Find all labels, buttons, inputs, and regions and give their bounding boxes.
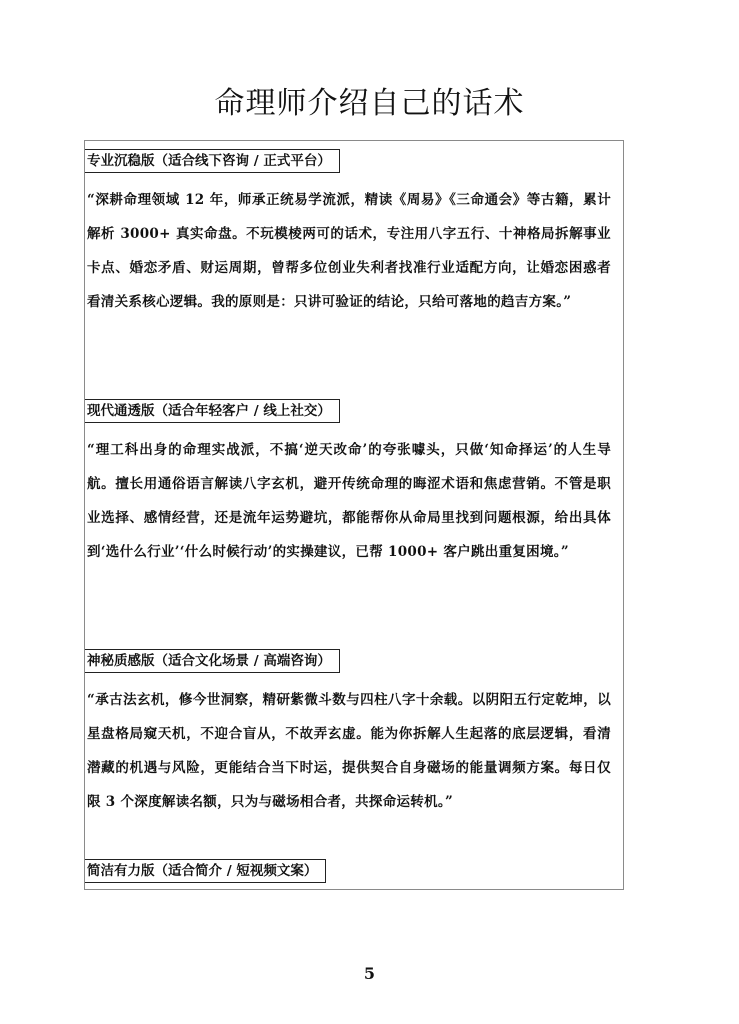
section-body: “理工科出身的命理实战派，不搞‘逆天改命’的夸张噱头，只做‘知命择运’的人生导航。擅长用通俗语言解读八字玄机，避开传统命理的晦涩术语和焦虑营销。不管是职业选择、感情经营，还是流年运势避坑，都能帮你从命局里找到问题根源，给出具体到‘选什么行业’‘什么时候行动’的实操建议，已帮 1000+ 客户跳出重复困境。”	[87, 442, 611, 560]
section-body: “深耕命理领域 12 年，师承正统易学流派，精读《周易》《三命通会》等古籍，累计解析 3000+ 真实命盘。不玩模棱两可的话术，专注用八字五行、十神格局拆解事业卡点、婚恋矛盾、财运周期，曾帮多位创业失利者找准行业适配方向，让婚恋困惑者看清关系核心逻辑。我的原则是：只讲可验证的结论，只给可落地的趋吉方案。”	[87, 192, 611, 310]
section-heading: 专业沉稳版（适合线下咨询 / 正式平台）	[85, 149, 340, 173]
page-number: 5	[363, 964, 376, 983]
page-title: 命理师介绍自己的话术	[214, 86, 525, 121]
section-heading: 神秘质感版（适合文化场景 / 高端咨询）	[85, 649, 340, 673]
content-box	[84, 140, 624, 890]
section-mystic	[85, 649, 623, 819]
section-body: “承古法玄机，修今世洞察，精研紫微斗数与四柱八字十余载。以阴阳五行定乾坤，以星盘格局窥天机，不迎合盲从，不故弄玄虚。能为你拆解人生起落的底层逻辑，看清潜藏的机遇与风险，更能结合当下时运，提供契合自身磁场的能量调频方案。每日仅限 3 个深度解读名额，只为与磁场相合者，共探命运转机。”	[87, 692, 611, 810]
section-professional	[85, 149, 623, 319]
section-modern	[85, 399, 623, 569]
section-heading: 现代通透版（适合年轻客户 / 线上社交）	[85, 399, 340, 423]
section-heading: 简洁有力版（适合简介 / 短视频文案）	[85, 859, 326, 883]
section-concise	[85, 859, 623, 883]
